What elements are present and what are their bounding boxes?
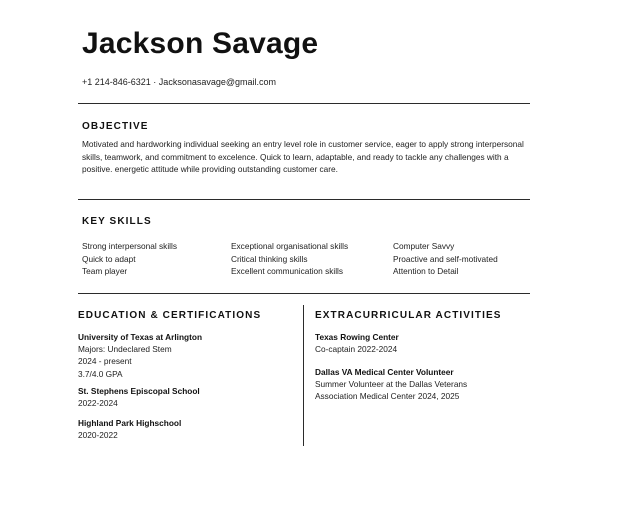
entry-detail: Summer Volunteer at the Dallas Veterans [315, 379, 468, 390]
entry-detail: 2022-2024 [78, 398, 118, 409]
school-name: University of Texas at Arlington [78, 332, 203, 342]
divider [78, 199, 530, 200]
skill-item: Computer Savvy [393, 241, 455, 251]
skill-item: Attention to Detail [393, 266, 459, 277]
skills-column-3 [393, 240, 498, 278]
skill-item: Proactive and self-motivated [393, 253, 498, 264]
skill-item: Quick to adapt [82, 253, 136, 264]
activities-heading: EXTRACURRICULAR ACTIVITIES [315, 310, 502, 321]
skill-item: Critical thinking skills [231, 253, 308, 264]
contact-info: +1 214-846-6321 · Jacksonasavage@gmail.com [82, 77, 276, 87]
activity-name: Texas Rowing Center [315, 332, 399, 342]
skill-item: Excellent communication skills [231, 266, 344, 277]
entry-detail: 2020-2022 [78, 430, 118, 441]
objective-text: Motivated and hardworking individual seeking an entry level role in customer service, eager to apply strong interpersonal skills, teamwork, and commitment to excelence. Quick to learn, adaptable, and ready to tackle any challenges with a positive. energetic attitude while providing outstanding customer care. [82, 139, 524, 174]
skill-item: Team player [82, 266, 128, 277]
column-divider [303, 305, 304, 446]
entry-detail: 3.7/4.0 GPA [78, 368, 123, 379]
education-entry [78, 417, 181, 441]
entry-detail: Majors: Undeclared Stem [78, 344, 172, 355]
candidate-name: Jackson Savage [82, 27, 319, 60]
skill-item: Strong interpersonal skills [82, 241, 177, 251]
entry-detail: 2024 - present [78, 356, 132, 367]
entry-detail: Co-captain 2022-2024 [315, 344, 398, 355]
key-skills-heading: KEY SKILLS [82, 216, 152, 227]
education-entry [78, 385, 200, 409]
divider [78, 103, 530, 104]
school-name: St. Stephens Episcopal School [78, 386, 200, 396]
divider [78, 293, 530, 294]
skills-column-1 [82, 240, 177, 278]
education-entry [78, 331, 202, 380]
school-name: Highland Park Highschool [78, 418, 182, 428]
objective-heading: OBJECTIVE [82, 121, 149, 132]
activity-entry [315, 366, 467, 403]
skill-item: Exceptional organisational skills [231, 241, 349, 251]
skills-column-2 [231, 240, 348, 278]
entry-detail: Association Medical Center 2024, 2025 [315, 391, 460, 402]
activity-name: Dallas VA Medical Center Volunteer [315, 367, 454, 377]
activity-entry [315, 331, 399, 355]
education-heading: EDUCATION & CERTIFICATIONS [78, 310, 262, 321]
